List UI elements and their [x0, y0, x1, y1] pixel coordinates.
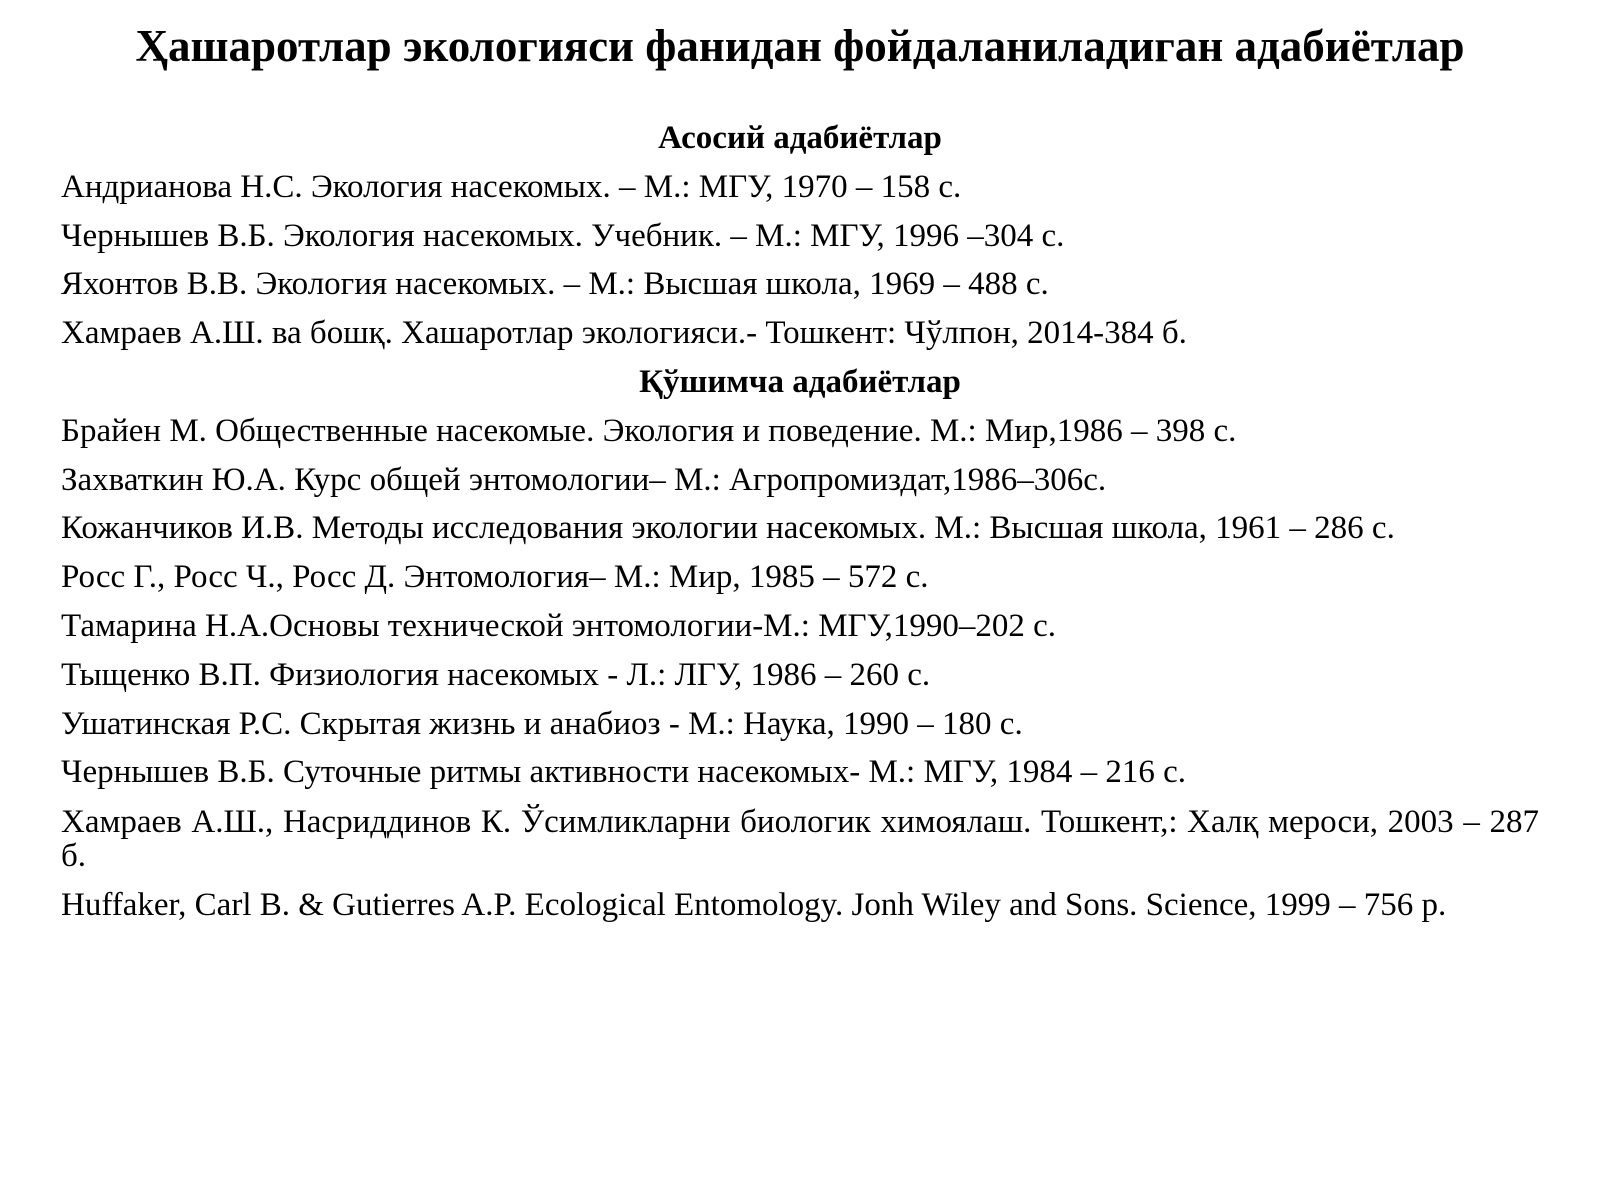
main-reference-item: Яхонтов В.В. Экология насекомых. – М.: Высшая школа, 1969 – 488 с. [61, 266, 1049, 303]
additional-reference-item: Захваткин Ю.А. Курс общей энтомологии– М.: Агропромиздат,1986–306с. [61, 461, 1107, 498]
additional-reference-item: Тамарина Н.А.Основы технической энтомологии-М.: МГУ,1990–202 с. [61, 607, 1056, 644]
main-reference-item: Андрианова Н.С. Экология насекомых. – М.: МГУ, 1970 – 158 с. [61, 168, 962, 205]
main-reference-item: Чернышев В.Б. Экология насекомых. Учебник. – М.: МГУ, 1996 –304 с. [61, 217, 1065, 254]
additional-reference-item: Росс Г., Росс Ч., Росс Д. Энтомология– М.: Мир, 1985 – 572 с. [61, 559, 929, 596]
additional-reference-item: Ушатинская Р.С. Скрытая жизнь и анабиоз - М.: Наука, 1990 – 180 с. [61, 705, 1023, 742]
additional-reference-item: Кожанчиков И.В. Методы исследования экологии насекомых. М.: Высшая школа, 1961 – 286 с. [61, 510, 1395, 547]
additional-literature-heading: Қўшимча адабиётлар [639, 363, 961, 400]
additional-reference-item: Huffaker, Carl B. & Gutierres A.P. Ecological Entomology. Jonh Wiley and Sons. Science, 1999 – 756 p. [61, 887, 1447, 924]
additional-reference-item: Хамраев А.Ш., Насриддинов К. Ўсимликларни биологик химоялаш. Тошкент,: Халқ мероси, 2003 – 287 б. [61, 804, 1539, 875]
references-list [61, 114, 1539, 929]
main-reference-item: Хамраев А.Ш. ва бошқ. Хашаротлар экологияси.- Тошкент: Чўлпон, 2014-384 б. [61, 315, 1187, 352]
additional-reference-item: Тыщенко В.П. Физиология насекомых - Л.: ЛГУ, 1986 – 260 с. [61, 656, 931, 693]
additional-reference-item: Чернышев В.Б. Суточные ритмы активности насекомых- М.: МГУ, 1984 – 216 с. [61, 754, 1187, 791]
additional-reference-item: Брайен М. Общественные насекомые. Экология и поведение. М.: Мир,1986 – 398 с. [61, 412, 1237, 449]
main-literature-heading: Асосий адабиётлар [658, 120, 942, 156]
page-title: Ҳашаротлар экологияси фанидан фойдаланиладиган адабиётлар [135, 21, 1465, 71]
